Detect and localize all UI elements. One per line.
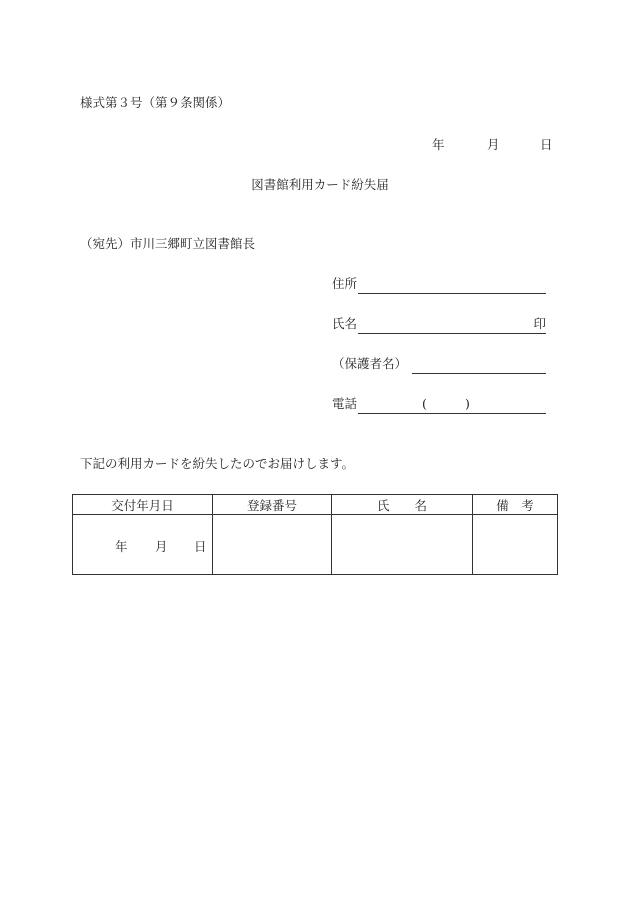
phone-underline: [358, 413, 546, 414]
header-remarks: 備 考: [473, 495, 558, 515]
lost-card-table: [72, 494, 558, 575]
document-title: 図書館利用カード紛失届: [251, 177, 389, 192]
form-number: 様式第３号（第９条関係）: [80, 95, 231, 110]
name-cell[interactable]: [332, 515, 473, 575]
name-label: 氏名: [332, 316, 358, 331]
header-name: 氏 名: [332, 495, 473, 515]
address-label: 住所: [332, 276, 358, 291]
issue-day-label: 日: [194, 539, 207, 554]
name-field[interactable]: [332, 316, 546, 334]
registration-number-cell[interactable]: [213, 515, 332, 575]
phone-paren-open: (: [422, 396, 427, 411]
notice-text: 下記の利用カードを紛失したのでお届けします。: [80, 456, 355, 471]
address-underline: [358, 293, 546, 294]
addressee: （宛先）市川三郷町立図書館長: [80, 236, 256, 251]
seal-mark: 印: [533, 316, 546, 331]
date-day-label: 日: [540, 137, 553, 152]
issue-date-cell[interactable]: [73, 515, 213, 575]
date-year-label: 年: [432, 137, 445, 152]
table-row: [73, 515, 558, 575]
issue-year-label: 年: [115, 539, 128, 554]
phone-field[interactable]: [332, 396, 546, 414]
guardian-name-field[interactable]: [332, 356, 546, 374]
address-field[interactable]: [332, 276, 546, 294]
guardian-underline: [412, 373, 546, 374]
issue-month-label: 月: [155, 539, 168, 554]
date-month-label: 月: [487, 137, 500, 152]
phone-label: 電話: [332, 396, 358, 411]
table-header-row: [73, 495, 558, 515]
phone-paren-close: ): [465, 396, 470, 411]
header-registration-number: 登録番号: [213, 495, 332, 515]
header-issue-date: 交付年月日: [73, 495, 213, 515]
name-underline: [358, 333, 546, 334]
guardian-label: （保護者名）: [332, 356, 408, 371]
remarks-cell[interactable]: [473, 515, 558, 575]
